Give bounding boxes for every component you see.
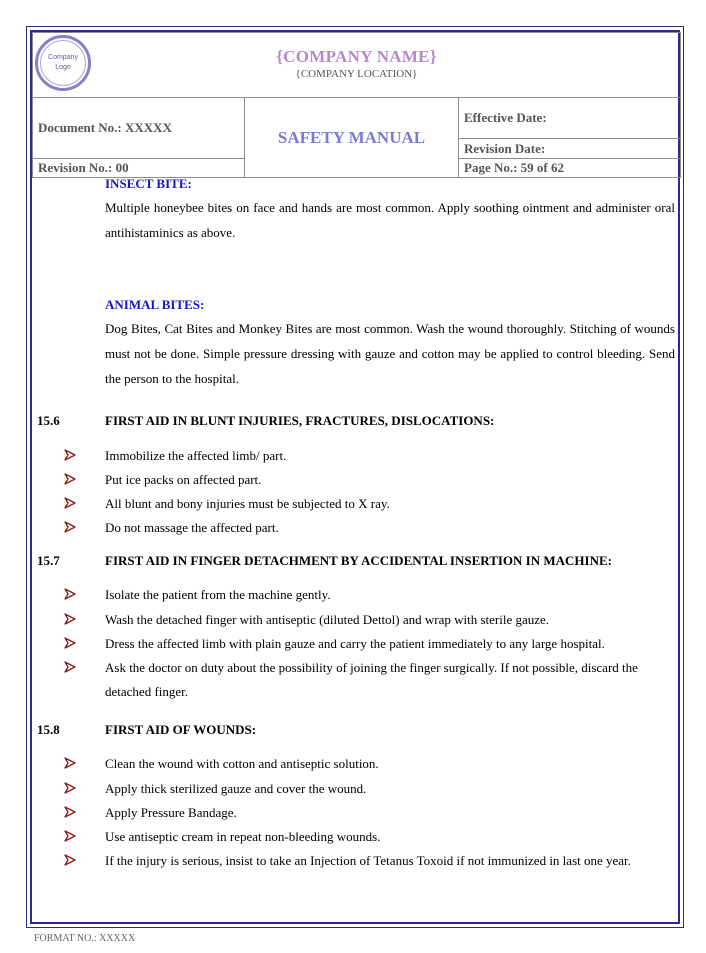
list-item: Use antiseptic cream in repeat non-bleeding wounds. xyxy=(105,829,381,844)
arrow-bullet-icon xyxy=(64,612,76,624)
document-number: Document No.: XXXXX xyxy=(33,98,245,159)
list-item: Isolate the patient from the machine gently. xyxy=(105,587,331,602)
format-number: FORMAT NO.: XXXXX xyxy=(34,933,136,944)
company-name: {COMPANY NAME} xyxy=(276,47,437,66)
arrow-bullet-icon xyxy=(64,472,76,484)
insect-bite-heading: INSECT BITE: xyxy=(105,176,192,191)
arrow-bullet-icon xyxy=(64,853,76,865)
list-item: Do not massage the affected part. xyxy=(105,520,279,535)
document-header xyxy=(32,32,680,175)
logo-text-line1: Company xyxy=(48,54,78,61)
header-company-cell xyxy=(33,33,681,98)
animal-bites-text: Dog Bites, Cat Bites and Monkey Bites are most common. Wash the wound thoroughly. Stitching of wounds must not be done. Simple pressure dressing with gauze and cotton may be applied to control bleeding. Send the person to the hospital. xyxy=(105,321,675,386)
section-number: 15.8 xyxy=(37,722,60,737)
section-title: FIRST AID OF WOUNDS: xyxy=(105,722,257,737)
section-title: FIRST AID IN BLUNT INJURIES, FRACTURES, DISLOCATIONS: xyxy=(105,413,495,428)
arrow-bullet-icon xyxy=(64,636,76,648)
revision-number: Revision No.: 00 xyxy=(33,159,245,178)
list-item: If the injury is serious, insist to take an Injection of Tetanus Toxoid if not immunized in last one year. xyxy=(105,853,631,868)
page-number: Page No.: 59 of 62 xyxy=(459,159,681,178)
list-item: Dress the affected limb with plain gauze and carry the patient immediately to any large hospital. xyxy=(105,636,605,651)
arrow-bullet-icon xyxy=(64,520,76,532)
arrow-bullet-icon xyxy=(64,781,76,793)
arrow-bullet-icon xyxy=(64,756,76,768)
logo-text-line2: Logo xyxy=(55,64,71,71)
list-item: Immobilize the affected limb/ part. xyxy=(105,448,287,463)
insect-bite-text: Multiple honeybee bites on face and hands are most common. Apply soothing ointment and administer oral antihistaminics as above. xyxy=(105,200,675,240)
arrow-bullet-icon xyxy=(64,448,76,460)
section-number: 15.6 xyxy=(37,413,60,428)
company-location: {COMPANY LOCATION} xyxy=(295,68,418,80)
arrow-bullet-icon xyxy=(64,496,76,508)
list-item: All blunt and bony injuries must be subjected to X ray. xyxy=(105,496,390,511)
list-item: Clean the wound with cotton and antiseptic solution. xyxy=(105,756,379,771)
arrow-bullet-icon xyxy=(64,587,76,599)
section-title: FIRST AID IN FINGER DETACHMENT BY ACCIDENTAL INSERTION IN MACHINE: xyxy=(105,553,612,568)
list-item: Ask the doctor on duty about the possibility of joining the finger surgically. If not possible, discard the detached finger. xyxy=(105,660,638,700)
manual-title: SAFETY MANUAL xyxy=(245,98,459,178)
arrow-bullet-icon xyxy=(64,660,76,672)
arrow-bullet-icon xyxy=(64,805,76,817)
arrow-bullet-icon xyxy=(64,829,76,841)
list-item: Apply Pressure Bandage. xyxy=(105,805,237,820)
animal-bites-heading: ANIMAL BITES: xyxy=(105,297,205,312)
list-item: Put ice packs on affected part. xyxy=(105,472,262,487)
section-number: 15.7 xyxy=(37,553,60,568)
list-item: Wash the detached finger with antiseptic (diluted Dettol) and wrap with sterile gauze. xyxy=(105,612,550,627)
list-item: Apply thick sterilized gauze and cover the wound. xyxy=(105,781,367,796)
revision-date: Revision Date: xyxy=(459,139,681,159)
effective-date: Effective Date: xyxy=(459,98,681,139)
